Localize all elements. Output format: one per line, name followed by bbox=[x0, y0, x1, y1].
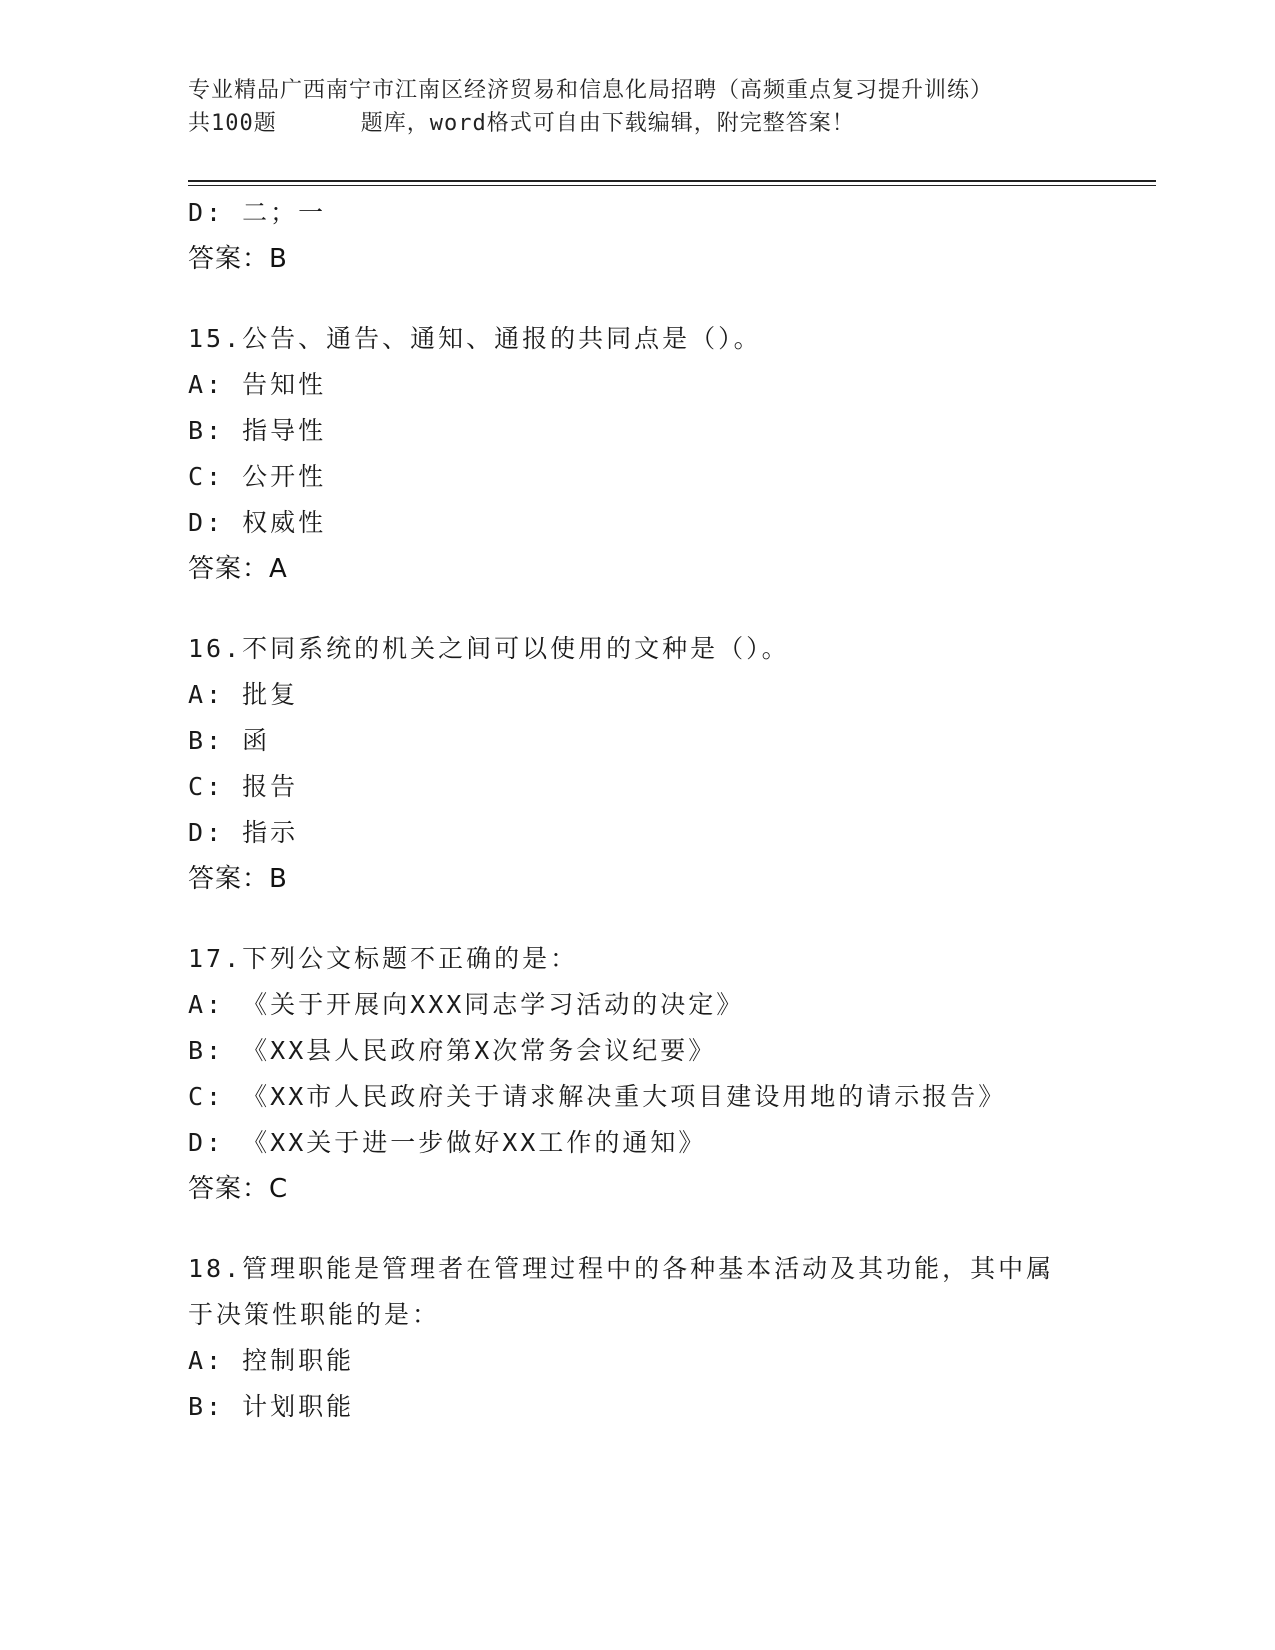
question-16 bbox=[188, 626, 1148, 902]
question-stem: 16.不同系统的机关之间可以使用的文种是（）。 bbox=[188, 634, 790, 663]
question-18 bbox=[188, 1246, 1148, 1430]
header-rule-thin bbox=[188, 185, 1156, 186]
option-d: D: 权威性 bbox=[188, 508, 327, 537]
option-d: D: 指示 bbox=[188, 818, 299, 847]
option-b: B: 计划职能 bbox=[188, 1392, 355, 1421]
header-description: 题库，word格式可自由下载编辑，附完整答案！ bbox=[360, 111, 855, 136]
option-c: C: 《XX市人民政府关于请求解决重大项目建设用地的请示报告》 bbox=[188, 1082, 1007, 1111]
header-count: 共100题 bbox=[188, 111, 277, 136]
question-stem-line-2: 于决策性职能的是： bbox=[188, 1300, 441, 1329]
question-17 bbox=[188, 936, 1148, 1212]
option-a: A: 告知性 bbox=[188, 370, 327, 399]
answer-line: 答案：B bbox=[188, 864, 288, 894]
option-a: A: 《关于开展向XXX同志学习活动的决定》 bbox=[188, 990, 745, 1019]
header-subtitle bbox=[188, 107, 1168, 140]
option-c: C: 报告 bbox=[188, 772, 299, 801]
question-15 bbox=[188, 316, 1148, 592]
document-header bbox=[188, 74, 1168, 140]
question-stem: 17.下列公文标题不正确的是： bbox=[188, 944, 579, 973]
option-b: B: 指导性 bbox=[188, 416, 327, 445]
header-title: 专业精品广西南宁市江南区经济贸易和信息化局招聘（高频重点复习提升训练） bbox=[188, 78, 994, 103]
option-b: B: 《XX县人民政府第X次常务会议纪要》 bbox=[188, 1036, 717, 1065]
option-d: D: 二；一 bbox=[188, 198, 327, 227]
header-rule-thick bbox=[188, 180, 1156, 182]
option-b: B: 函 bbox=[188, 726, 271, 755]
option-a: A: 批复 bbox=[188, 680, 299, 709]
option-c: C: 公开性 bbox=[188, 462, 327, 491]
option-a: A: 控制职能 bbox=[188, 1346, 355, 1375]
answer-line: 答案：B bbox=[188, 244, 288, 274]
question-stem-line-1: 18.管理职能是管理者在管理过程中的各种基本活动及其功能，其中属 bbox=[188, 1254, 1055, 1283]
question-list bbox=[188, 190, 1148, 1430]
option-d: D: 《XX关于进一步做好XX工作的通知》 bbox=[188, 1128, 707, 1157]
question-stem: 15.公告、通告、通知、通报的共同点是（）。 bbox=[188, 324, 762, 353]
answer-line: 答案：A bbox=[188, 554, 288, 584]
answer-line: 答案：C bbox=[188, 1174, 289, 1204]
